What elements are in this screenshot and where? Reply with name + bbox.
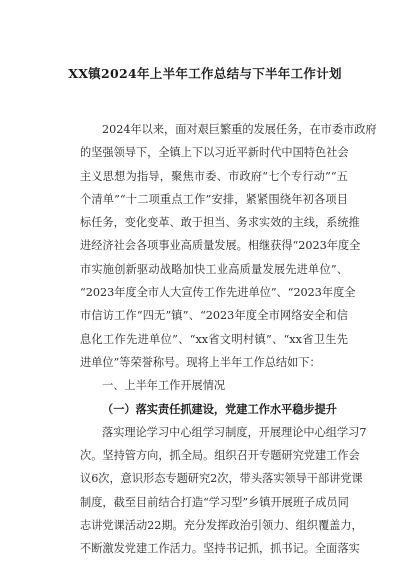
section-heading: 一、上半年工作开展情况: [102, 379, 226, 393]
paragraph-line: 市信访工作“四无”镇”、“2023年度全市网络安全和信: [80, 309, 348, 323]
paragraph-line: 市实施创新驱动战略加快工业高质量发展先进单位”、: [80, 262, 348, 276]
paragraph-line: 落实理论学习中心组学习制度，开展理论中心组学习7: [102, 425, 367, 439]
paragraph-line: 的坚强领导下，全镇上下以习近平新时代中国特色社会: [80, 146, 349, 160]
document-body: [80, 118, 377, 561]
paragraph-line: 标任务，变化变革、敢于担当、务求实效的主线，系统推: [80, 216, 360, 230]
paragraph-line: “2023年度全市人大宣传工作先进单位”、“2023年度全: [80, 286, 356, 300]
paragraph-line: 个清单”“十二项重点工作”安排，紧紧围绕年初各项目: [80, 192, 348, 206]
paragraph-line: 议6次，意识形态专题研究2次，带头落实领导干部讲党课: [80, 472, 363, 486]
paragraph-line: 主义思想为指导，聚焦市委、市政府“七个专行动”“五: [80, 169, 348, 183]
document-title: XX镇2024年上半年工作总结与下半年工作计划: [68, 66, 342, 81]
paragraph-line: 进单位”等荣誉称号。现将上半年工作总结如下：: [80, 355, 321, 369]
paragraph-line: 次。坚持管方向，抓全局。组织召开专题研究党建工作会: [80, 449, 360, 463]
paragraph-line: 息化工作先进单位”、“xx省文明村镇”、“xx省卫生先: [80, 332, 348, 346]
paragraph-line: 进经济社会各项事业高质量发展。相继获得“2023年度全: [80, 239, 361, 253]
paragraph-line: 2024年以来，面对艰巨繁重的发展任务，在市委市政府: [102, 123, 377, 136]
paragraph-line: 制度，截至目前结合打造“学习型”乡镇开展班子成员同: [80, 495, 349, 509]
paragraph-line: 志讲党课活动22期。充分发挥政治引领力、组织覆盖力，: [80, 519, 363, 533]
paragraph-line: 不断激发党建工作活力。坚持书记抓，抓书记。全面落实: [80, 542, 360, 556]
subsection-heading: （一）落实责任抓建设，党建工作水平稳步提升: [102, 401, 337, 416]
